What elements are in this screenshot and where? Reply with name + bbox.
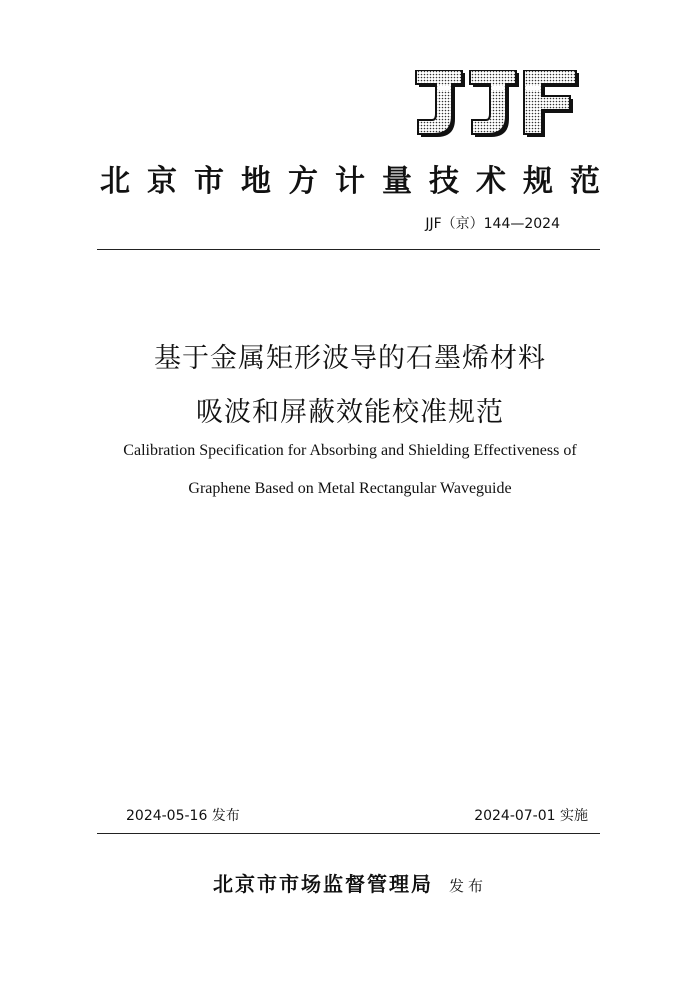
title-char: 北 <box>100 164 130 199</box>
top-divider <box>97 249 600 250</box>
title-char: 量 <box>382 164 412 199</box>
issue-date: 2024-05-16 发布 <box>126 808 240 824</box>
title-char: 技 <box>429 164 459 199</box>
title-char: 方 <box>288 164 318 199</box>
publisher-action: 发布 <box>448 877 487 895</box>
title-char: 范 <box>570 164 600 199</box>
bottom-divider <box>97 833 600 834</box>
title-char: 计 <box>335 164 365 199</box>
title-char: 地 <box>241 164 271 199</box>
chinese-title-line-2: 吸波和屏蔽效能校准规范 <box>196 397 504 428</box>
title-char: 市 <box>194 164 224 199</box>
title-char: 术 <box>476 164 506 199</box>
implementation-date: 2024-07-01 实施 <box>474 808 588 824</box>
jjf-logo <box>414 70 580 138</box>
publisher <box>0 868 700 897</box>
title-char: 京 <box>147 164 177 199</box>
english-title-line-2: Graphene Based on Metal Rectangular Waveguide <box>188 480 512 497</box>
publisher-name: 北京市市场监督管理局 <box>212 872 433 896</box>
title-char: 规 <box>523 164 553 199</box>
english-title-line-1: Calibration Specification for Absorbing and Shielding Effectiveness of <box>123 442 577 459</box>
standard-code: JJF（京）144—2024 <box>425 216 560 232</box>
standard-series-title <box>100 156 600 200</box>
chinese-title-line-1: 基于金属矩形波导的石墨烯材料 <box>154 343 546 374</box>
